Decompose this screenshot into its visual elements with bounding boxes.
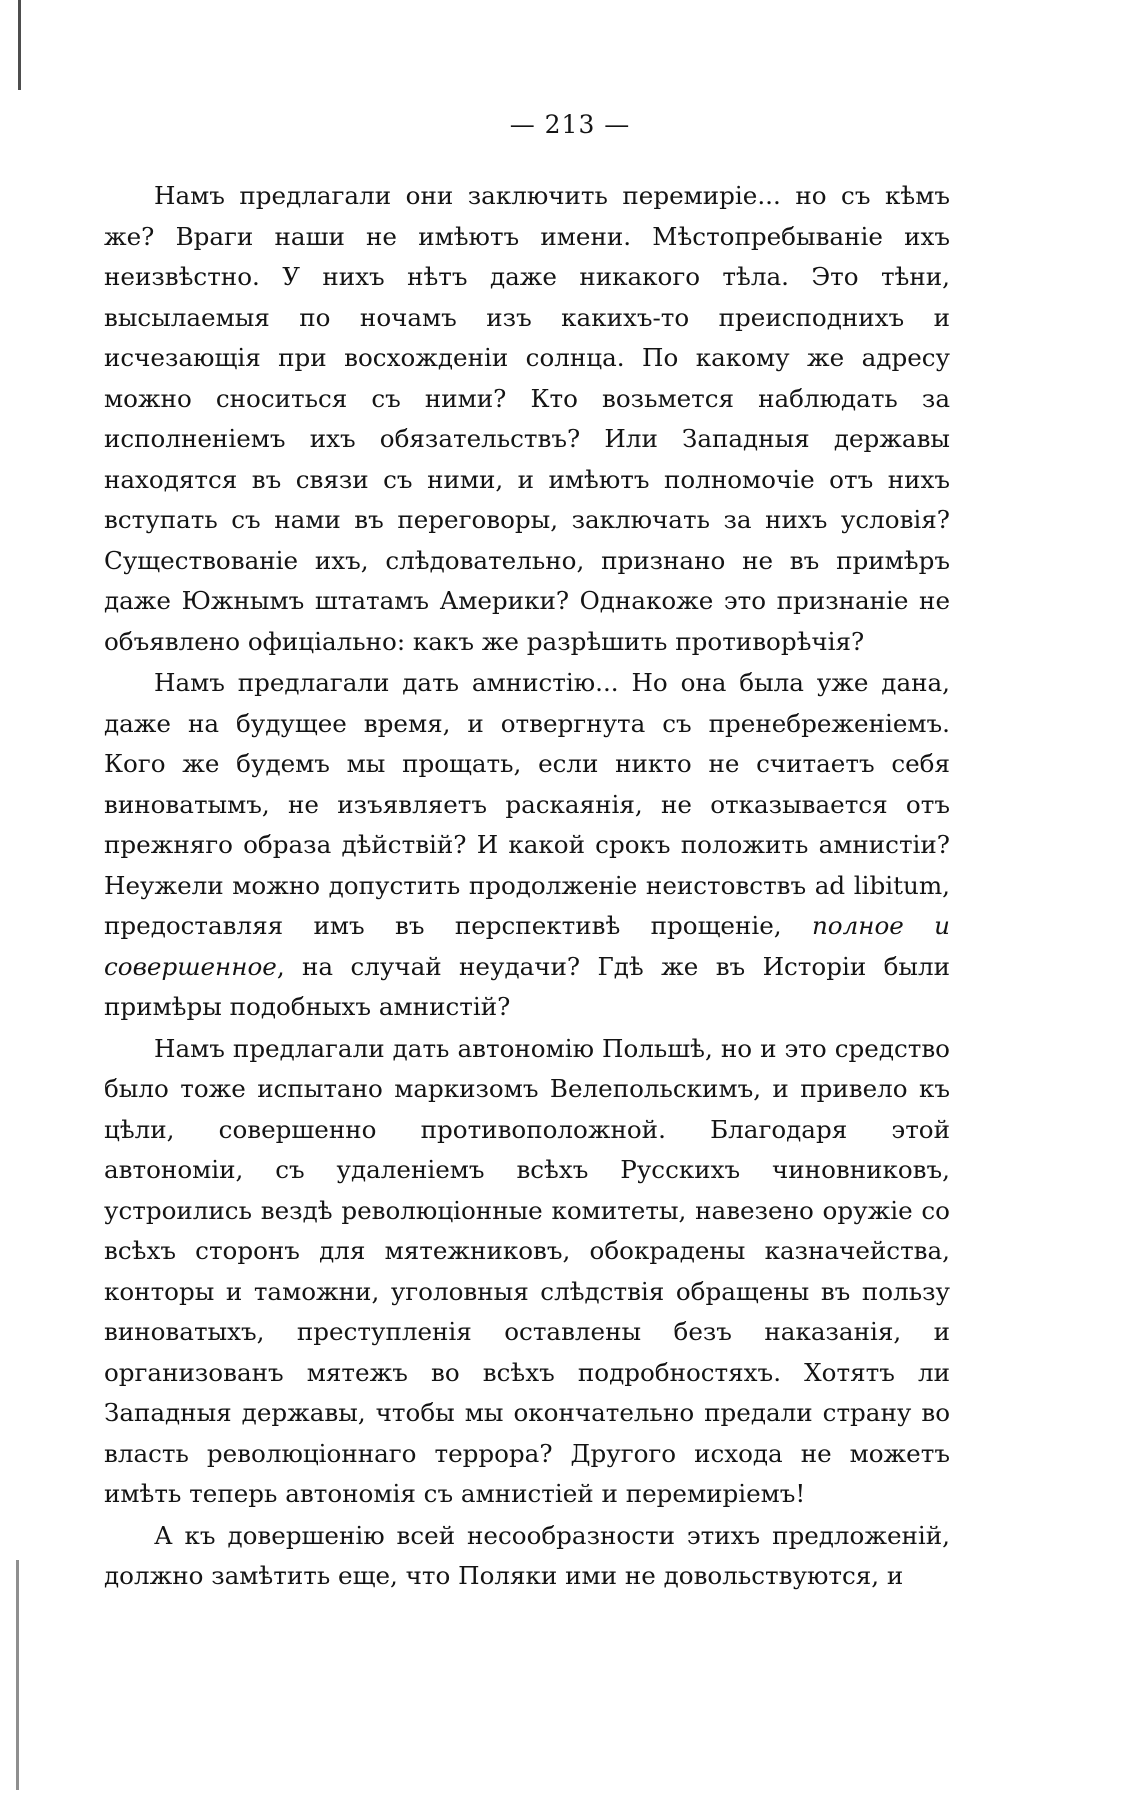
page-number: — 213 — [509, 110, 631, 139]
body-text [104, 176, 950, 1597]
paragraph-2-part-1: Намъ предлагали дать амнистію... Но она была уже дана, даже на будущее время, и отвергнута съ пренебреженіемъ. Кого же будемъ мы прощать, если никто не считаетъ себя виноватымъ, не изъявляетъ раскаянія, не отказывается отъ прежняго образа дѣйствій? И какой срокъ положить амнистіи? Неужели можно допустить продолженіе неистовствъ ad libitum, предоставляя имъ въ перспективѣ прощеніе, [104, 668, 950, 940]
paragraph-2-part-2: , на случай неудачи? Гдѣ же въ Исторіи были примѣры подобныхъ амнистій? [104, 951, 950, 1021]
paragraph-2 [104, 663, 950, 1028]
scan-border-mark [18, 0, 27, 90]
paragraph-3: Намъ предлагали дать автономію Польшѣ, но и это средство было тоже испытано маркизомъ Велепольскимъ, и привело къ цѣли, совершенно противоположной. Благодаря этой автономіи, съ удаленіемъ всѣхъ Русскихъ чиновниковъ, устроились вездѣ революціонные комитеты, навезено оружіе со всѣхъ сторонъ для мятежниковъ, обокрадены казначейства, конторы и таможни, уголовныя слѣдствія обращены въ пользу виноватыхъ, преступленія оставлены безъ наказанія, и организованъ мятежъ во всѣхъ подробностяхъ. Хотятъ ли Западныя державы, чтобы мы окончательно предали страну во власть революціоннаго террора? Другого исхода не можетъ имѣть теперь автономія съ амнистіей и перемиріемъ! [104, 1033, 950, 1508]
paragraph-2-italic-phrase: полное и совершенное [104, 911, 950, 981]
paragraph-4: А къ довершенію всей несообразности этихъ предложеній, должно замѣтить еще, что Поляки ими не довольствуются, и [104, 1520, 950, 1590]
scan-border-mark-lower [16, 1560, 19, 1790]
paragraph-1: Намъ предлагали они заключить перемиріе... но съ кѣмъ же? Враги наши не имѣютъ имени. Мѣстопребываніе ихъ неизвѣстно. У нихъ нѣтъ даже никакого тѣла. Это тѣни, высылаемыя по ночамъ изъ какихъ-то преисподнихъ и исчезающія при восхожденіи солнца. По какому же адресу можно сноситься съ ними? Кто возьмется наблюдать за исполненіемъ ихъ обязательствъ? Или Западныя державы находятся въ связи съ ними, и имѣютъ полномочіе отъ нихъ вступать съ нами въ переговоры, заключать за нихъ условія? Существованіе ихъ, слѣдовательно, признано не въ примѣръ даже Южнымъ штатамъ Америки? Однакоже это признаніе не объявлено офиціально: какъ же разрѣшить противорѣчія? [104, 181, 950, 656]
